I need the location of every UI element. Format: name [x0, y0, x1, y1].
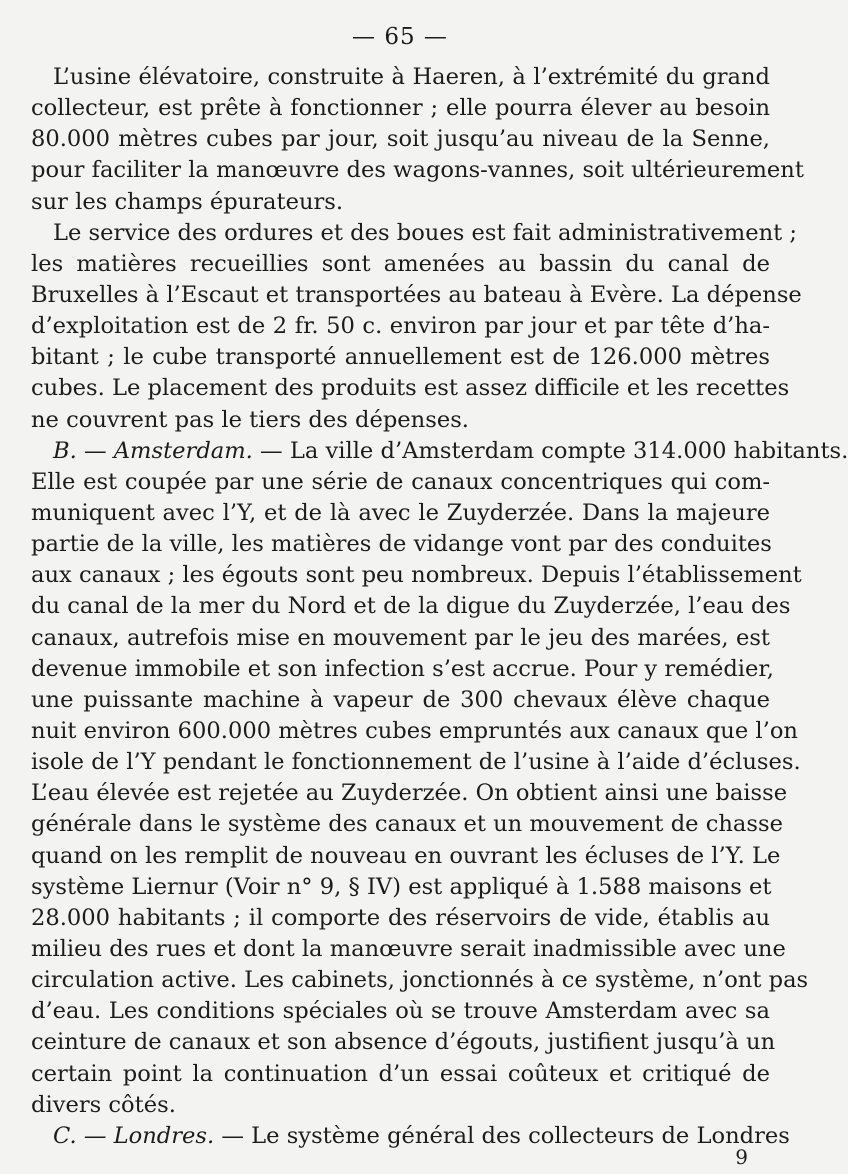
signature-mark: 9 — [735, 1145, 748, 1169]
line-text: générale dans le système des canaux et un mouvement de chasse — [31, 811, 783, 838]
text-line — [31, 965, 809, 996]
text-line — [31, 1027, 776, 1058]
section-heading: C. — Londres. — [53, 1122, 215, 1149]
text-line — [31, 62, 770, 93]
line-text: Elle est coupée par une série de canaux concentriques qui com- — [31, 468, 770, 495]
line-text: milieu des rues et dont la manœuvre serait inadmissible avec une — [31, 935, 786, 962]
text-line — [31, 342, 770, 373]
line-text: d’exploitation est de 2 fr. 50 c. environ par jour et par tête d’ha- — [31, 313, 770, 340]
line-text: divers côtés. — [31, 1091, 176, 1118]
text-line — [31, 685, 770, 716]
text-line — [31, 280, 802, 311]
text-line — [31, 841, 781, 872]
line-text: une puissante machine à vapeur de 300 chevaux élève chaque — [31, 686, 770, 713]
text-line — [31, 124, 770, 155]
text-line — [31, 747, 801, 778]
line-text: L’usine élévatoire, construite à Haeren, à l’extrémité du grand — [53, 64, 770, 90]
text-line — [31, 373, 790, 404]
text-line — [31, 436, 848, 467]
line-text: Le service des ordures et des boues est fait administrativement ; — [53, 219, 798, 246]
text-line — [31, 872, 770, 903]
section-heading: B. — Amsterdam. — [53, 437, 253, 464]
text-line — [31, 778, 788, 809]
text-line — [31, 809, 783, 840]
line-text: ne couvrent pas le tiers des dépenses. — [31, 406, 469, 433]
line-text: ceinture de canaux et son absence d’égouts, justifient jusqu’à un — [31, 1029, 776, 1056]
line-text: — La ville d’Amsterdam compte 314.000 habitants. — [252, 437, 848, 464]
body-text — [31, 62, 848, 1152]
line-text: du canal de la mer du Nord et de la digue du Zuyderzée, l’eau des — [31, 593, 791, 620]
line-text: système Liernur (Voir n° 9, § IV) est appliqué à 1.588 maisons et — [31, 873, 772, 900]
line-text: d’eau. Les conditions spéciales où se trouve Amsterdam avec sa — [31, 998, 770, 1025]
text-line — [31, 654, 774, 685]
text-line — [31, 218, 798, 249]
line-text: 80.000 mètres cubes par jour, soit jusqu’au niveau de la Senne, — [31, 126, 770, 153]
line-text: muniquent avec l’Y, et de là avec le Zuyderzée. Dans la majeure — [31, 499, 770, 526]
line-text: quand on les remplit de nouveau en ouvrant les écluses de l’Y. Le — [31, 842, 781, 869]
line-text: circulation active. Les cabinets, jonctionnés à ce système, n’ont pas — [31, 967, 809, 994]
text-line — [31, 903, 770, 934]
line-text: collecteur, est prête à fonctionner ; elle pourra élever au besoin — [31, 95, 770, 122]
line-text: aux canaux ; les égouts sont peu nombreux. Depuis l’établissement — [31, 562, 802, 589]
line-text: cubes. Le placement des produits est assez difficile et les recettes — [31, 375, 790, 402]
line-text: canaux, autrefois mise en mouvement par le jeu des marées, est — [31, 624, 770, 651]
text-line — [31, 93, 770, 124]
text-line — [31, 1121, 790, 1152]
text-line — [31, 311, 770, 342]
text-line — [31, 467, 770, 498]
text-line — [31, 716, 798, 747]
line-text: bitant ; le cube transporté annuellement est de 126.000 mètres — [31, 344, 770, 371]
line-text: 28.000 habitants ; il comporte des réservoirs de vide, établis au — [31, 904, 770, 931]
text-line — [31, 155, 804, 186]
line-text: Bruxelles à l’Escaut et transportées au bateau à Evère. La dépense — [31, 281, 802, 308]
text-line — [31, 405, 770, 436]
text-line — [31, 934, 786, 965]
line-text: isole de l’Y pendant le fonctionnement de l’usine à l’aide d’écluses. — [31, 749, 801, 776]
page-number: — 65 — — [352, 24, 448, 50]
line-text: certain point la continuation d’un essai coûteux et critiqué de — [31, 1060, 770, 1087]
text-line — [31, 623, 770, 654]
text-line — [31, 187, 770, 218]
line-text: les matières recueillies sont amenées au bassin du canal de — [31, 250, 770, 277]
text-line — [31, 1090, 770, 1121]
line-text: partie de la ville, les matières de vidange vont par des conduites — [31, 531, 772, 558]
line-text: L’eau élevée est rejetée au Zuyderzée. On obtient ainsi une baisse — [31, 780, 788, 807]
text-line — [31, 996, 770, 1027]
line-text: pour faciliter la manœuvre des wagons-vannes, soit ultérieurement — [31, 157, 804, 184]
line-text: nuit environ 600.000 mètres cubes empruntés aux canaux que l’on — [31, 717, 798, 744]
text-line — [31, 249, 770, 280]
line-text: devenue immobile et son infection s’est accrue. Pour y remédier, — [31, 655, 774, 682]
text-line — [31, 498, 770, 529]
text-line — [31, 529, 770, 560]
text-line — [31, 560, 802, 591]
line-text: — Le système général des collecteurs de Londres — [214, 1122, 790, 1149]
text-line — [31, 591, 791, 622]
line-text: sur les champs épurateurs. — [31, 188, 344, 215]
text-line — [31, 1059, 770, 1090]
